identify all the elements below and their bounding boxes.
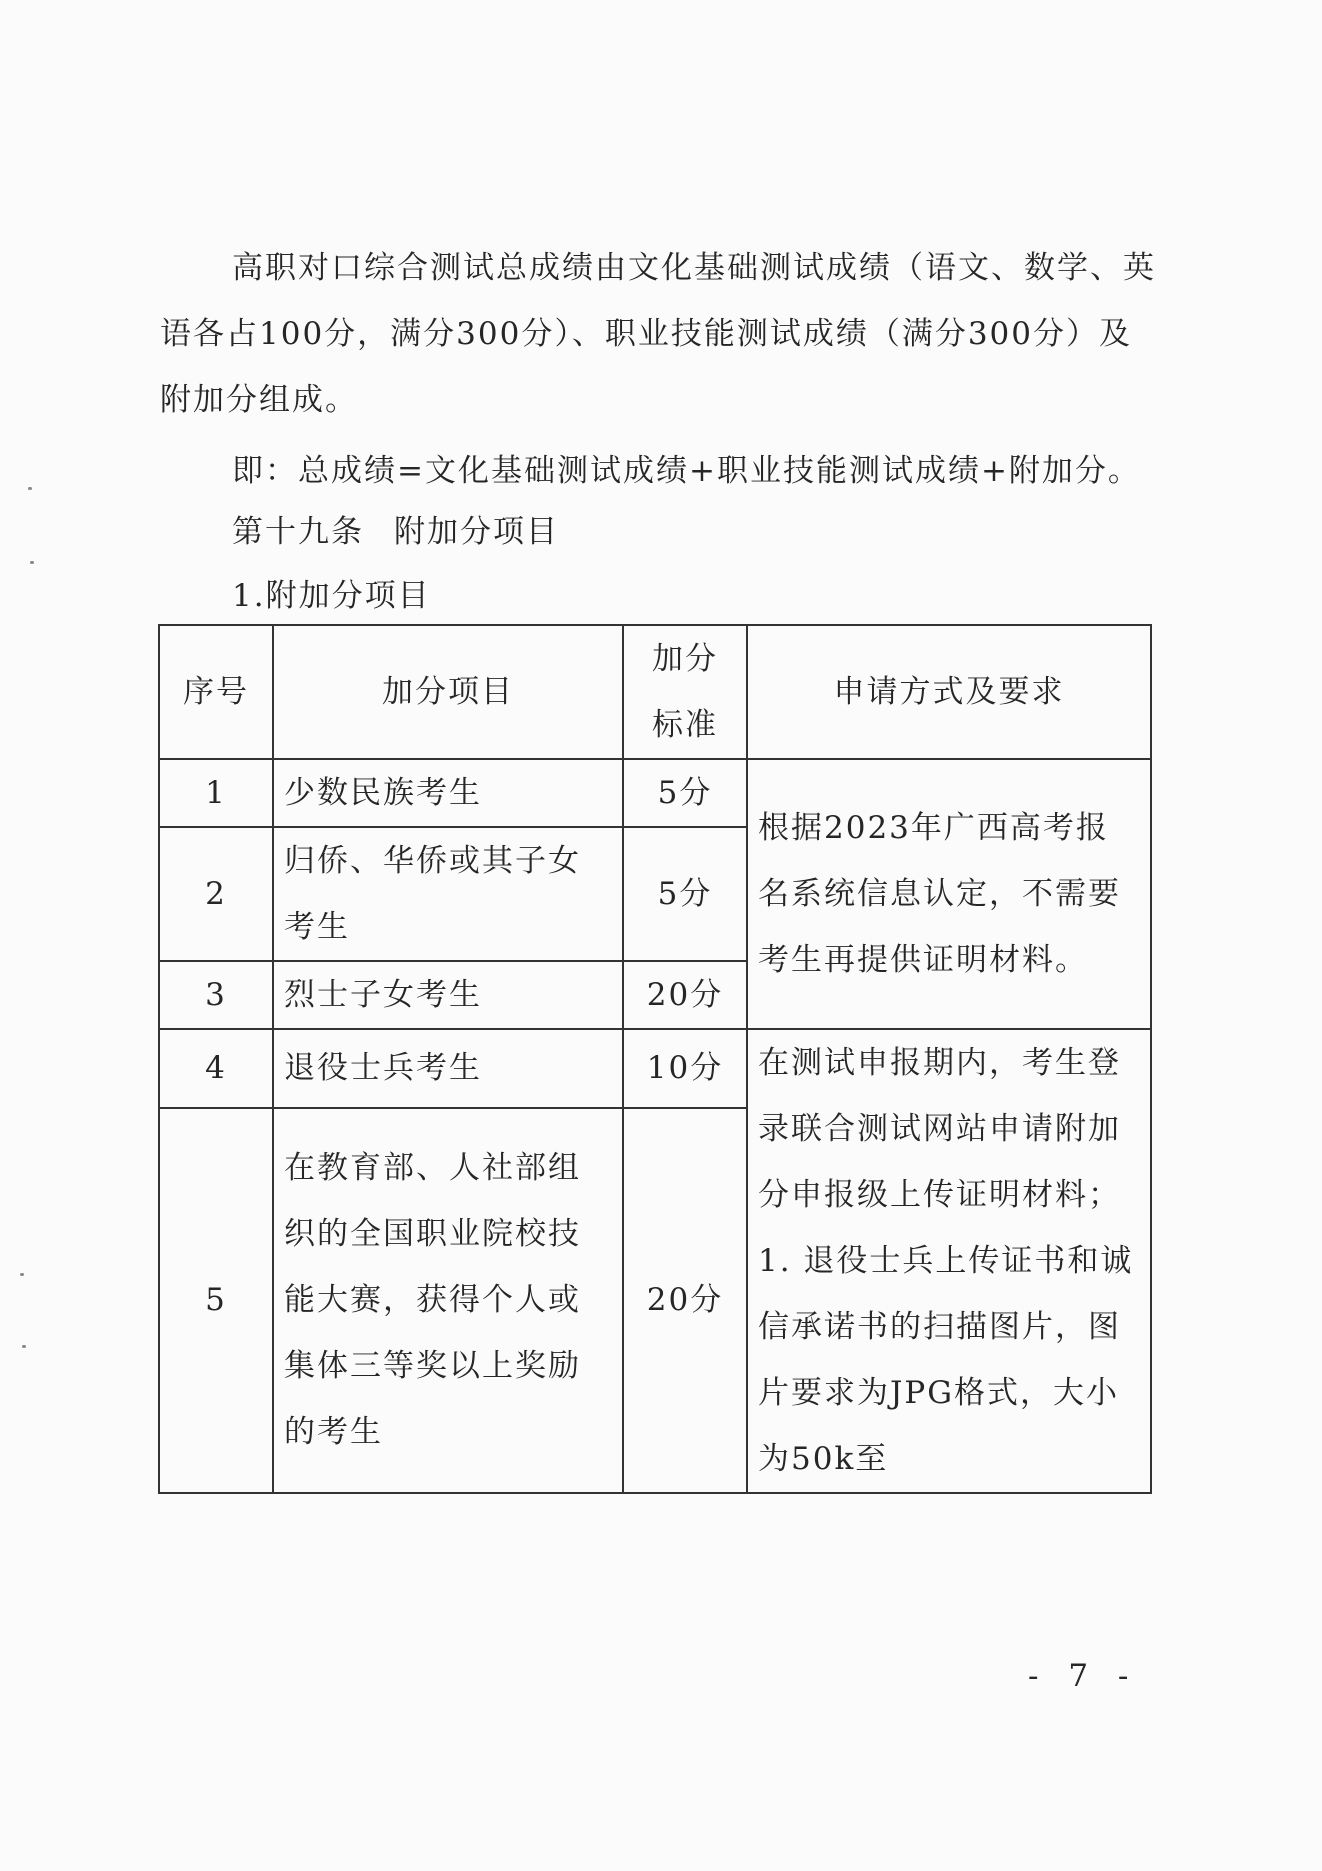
row-item: 在教育部、人社部组织的全国职业院校技能大赛，获得个人或集体三等奖以上奖励的考生 xyxy=(273,1108,623,1493)
row-index: 1 xyxy=(159,759,273,827)
total-score-formula: 即：总成绩=文化基础测试成绩+职业技能测试成绩+附加分。 xyxy=(232,453,1141,489)
row-points: 5分 xyxy=(623,759,747,827)
row-index: 4 xyxy=(159,1029,273,1108)
row-item: 少数民族考生 xyxy=(273,759,623,827)
sub-heading: 1.附加分项目 xyxy=(232,578,431,614)
bonus-points-table xyxy=(158,624,1152,1494)
row-index: 5 xyxy=(159,1108,273,1493)
method-group-2-line2: 1. 退役士兵上传证书和诚信承诺书的扫描图片，图片要求为JPG格式，大小为50k至 xyxy=(758,1243,1134,1477)
row-item: 退役士兵考生 xyxy=(273,1029,623,1108)
row-item: 烈士子女考生 xyxy=(273,961,623,1029)
scan-speck xyxy=(30,561,34,564)
row-points: 20分 xyxy=(623,961,747,1029)
row-item: 归侨、华侨或其子女考生 xyxy=(273,827,623,961)
table-row xyxy=(159,1029,1151,1108)
score-composition-paragraph: 高职对口综合测试总成绩由文化基础测试成绩（语文、数学、英语各占100分，满分300分）、职业技能测试成绩（满分300分）及附加分组成。 xyxy=(160,250,1156,418)
scan-speck xyxy=(20,1273,24,1276)
header-points-line2: 标准 xyxy=(652,707,718,743)
article-title: 附加分项目 xyxy=(394,514,559,550)
page-number: - 7 - xyxy=(1028,1658,1139,1694)
method-group-1: 根据2023年广西高考报名系统信息认定，不需要考生再提供证明材料。 xyxy=(747,759,1151,1029)
header-points-line1: 加分 xyxy=(652,641,718,677)
header-index: 序号 xyxy=(159,625,273,759)
header-points xyxy=(623,625,747,759)
row-points: 20分 xyxy=(623,1108,747,1493)
row-index: 3 xyxy=(159,961,273,1029)
method-group-2-line1: 在测试申报期内，考生登录联合测试网站申请附加分申报级上传证明材料； xyxy=(758,1045,1121,1213)
table-row xyxy=(159,759,1151,827)
scan-speck xyxy=(28,487,32,490)
header-method: 申请方式及要求 xyxy=(747,625,1151,759)
article-heading xyxy=(232,499,1232,565)
header-item: 加分项目 xyxy=(273,625,623,759)
table-header-row xyxy=(159,625,1151,759)
row-index: 2 xyxy=(159,827,273,961)
scan-speck xyxy=(22,1345,26,1348)
method-group-2 xyxy=(747,1029,1151,1493)
article-number: 第十九条 xyxy=(232,514,364,550)
row-points: 10分 xyxy=(623,1029,747,1108)
row-points: 5分 xyxy=(623,827,747,961)
